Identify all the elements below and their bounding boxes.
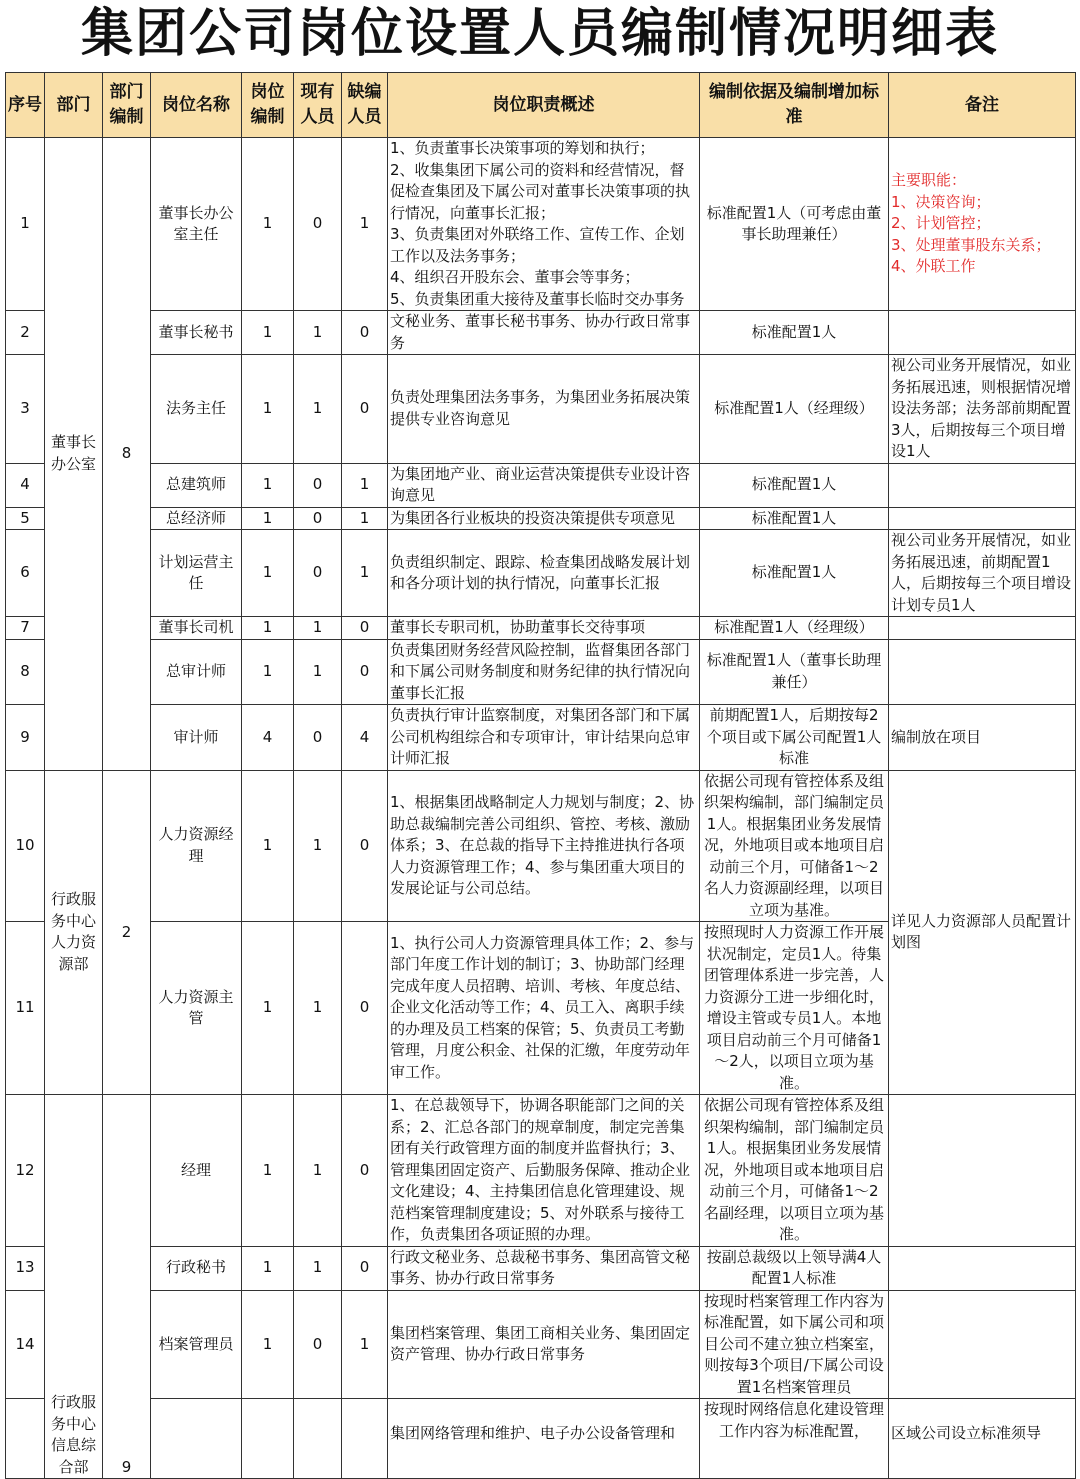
header-current: 现有人员 [294,73,342,138]
remarks-cell [889,507,1076,530]
duties-cell: 负责集团财务经营风险控制，监督集团各部门和下属公司财务制度和财务纪律的执行情况向董事长汇报 [388,639,700,705]
vacancy-cell: 0 [342,355,388,464]
table-row [6,1246,1076,1290]
duties-cell: 1、根据集团战略制定人力规划与制度；2、协助总裁编制完善公司组织、管控、考核、激励体系；3、在总裁的指导下主持推进执行各项人力资源管理工作；4、参与集团重大项目的发展论证与公司总结。 [388,770,700,922]
table-row [6,463,1076,507]
current-cell [294,1399,342,1479]
duties-cell: 董事长专职司机，协助董事长交待事项 [388,617,700,640]
remarks-cell [889,617,1076,640]
vacancy-cell: 1 [342,507,388,530]
duties-cell: 1、在总裁领导下，协调各职能部门之间的关系；2、汇总各部门的规章制度，制定完善集团有关行政管理方面的制度并监督执行；3、管理集团固定资产、后勤服务保障、推动企业文化建设；4、主持集团信息化管理建设、规范档案管理制度建设；5、对外联系与接待工作，负责集团各项证照的办理。 [388,1095,700,1247]
remarks-cell: 视公司业务开展情况，如业务拓展迅速，前期配置1人，后期按每三个项目增设计划专员1人 [889,530,1076,617]
duties-cell: 1、执行公司人力资源管理具体工作；2、参与部门年度工作计划的制订；3、协助部门经理完成年度人员招聘、培训、考核、年度总结、企业文化活动等工作；4、员工入、离职手续的办理及员工档案的保管；5、负责员工考勤管理，月度公积金、社保的汇缴，年度劳动年审工作。 [388,922,700,1095]
current-cell: 1 [294,922,342,1095]
duties-cell: 1、负责董事长决策事项的筹划和执行； 2、收集集团下属公司的资料和经营情况，督促检查集团及下属公司对董事长决策事项的执行情况，向董事长汇报； 3、负责集团对外联络工作、宣传工作、企划工作以及法务事务； 4、组织召开股东会、董事会等事务； 5、负责集团重大接待及董事长临时交办事务 [388,138,700,311]
position-cell: 经理 [151,1095,242,1247]
seq-cell: 10 [6,770,45,922]
dept-cell: 行政服务中心信息综合部 [45,1095,103,1479]
vacancy-cell: 0 [342,770,388,922]
header-row [6,73,1076,138]
seq-cell: 14 [6,1290,45,1399]
remarks-cell: 视公司业务开展情况，如业务拓展迅速，则根据情况增设法务部；法务部前期配置3人，后期按每三个项目增设1人 [889,355,1076,464]
position-cell: 审计师 [151,705,242,771]
seq-cell: 5 [6,507,45,530]
pos-quota-cell: 1 [242,1246,294,1290]
position-cell: 行政秘书 [151,1246,242,1290]
seq-cell: 12 [6,1095,45,1247]
table-row [6,138,1076,311]
remarks-cell: 详见人力资源部人员配置计划图 [889,770,1076,1095]
table-row [6,355,1076,464]
seq-cell: 11 [6,922,45,1095]
current-cell: 1 [294,639,342,705]
position-cell: 计划运营主任 [151,530,242,617]
table-row [6,639,1076,705]
basis-cell: 标准配置1人（经理级） [700,355,889,464]
pos-quota-cell: 1 [242,463,294,507]
basis-cell: 依据公司现有管控体系及组织架构编制，部门编制定员1人。根据集团业务发展情况，外地项目或本地项目启动前三个月，可储备1～2名副经理，以项目立项为基准。 [700,1095,889,1247]
header-position: 岗位名称 [151,73,242,138]
vacancy-cell: 0 [342,1246,388,1290]
pos-quota-cell: 1 [242,311,294,355]
position-cell: 人力资源主管 [151,922,242,1095]
basis-cell: 按现时档案管理工作内容为标准配置，如下属公司和项目公司不建立独立档案室，则按每3个项目/下属公司设置1名档案管理员 [700,1290,889,1399]
current-cell: 1 [294,617,342,640]
seq-cell: 13 [6,1246,45,1290]
dept-quota-cell: 2 [103,770,151,1095]
header-seq: 序号 [6,73,45,138]
duties-cell: 为集团各行业板块的投资决策提供专项意见 [388,507,700,530]
pos-quota-cell: 1 [242,138,294,311]
table-row [6,617,1076,640]
current-cell: 1 [294,355,342,464]
position-cell [151,1399,242,1479]
seq-cell: 4 [6,463,45,507]
duties-cell: 集团网络管理和维护、电子办公设备管理和 [388,1399,700,1479]
position-cell: 档案管理员 [151,1290,242,1399]
current-cell: 0 [294,138,342,311]
seq-cell: 8 [6,639,45,705]
dept-quota-cell: 8 [103,138,151,771]
pos-quota-cell: 4 [242,705,294,771]
remarks-cell: 区域公司设立标准须导 [889,1399,1076,1479]
basis-cell: 标准配置1人 [700,463,889,507]
table-row [6,770,1076,922]
position-cell: 董事长司机 [151,617,242,640]
table-row [6,311,1076,355]
pos-quota-cell [242,1399,294,1479]
seq-cell: 9 [6,705,45,771]
pos-quota-cell: 1 [242,1290,294,1399]
pos-quota-cell: 1 [242,507,294,530]
dept-quota-cell: 9 [103,1095,151,1479]
header-basis: 编制依据及编制增加标准 [700,73,889,138]
basis-cell: 按副总裁级以上领导满4人配置1人标准 [700,1246,889,1290]
header-remarks: 备注 [889,73,1076,138]
header-pos-quota: 岗位编制 [242,73,294,138]
position-cell: 总经济师 [151,507,242,530]
remarks-cell [889,1290,1076,1399]
current-cell: 1 [294,1095,342,1247]
table-row [6,1290,1076,1399]
pos-quota-cell: 1 [242,922,294,1095]
pos-quota-cell: 1 [242,639,294,705]
duties-cell: 文秘业务、董事长秘书事务、协办行政日常事务 [388,311,700,355]
remarks-cell: 主要职能： 1、决策咨询； 2、计划管控； 3、处理董事股东关系； 4、外联工作 [889,138,1076,311]
current-cell: 0 [294,530,342,617]
current-cell: 0 [294,463,342,507]
pos-quota-cell: 1 [242,1095,294,1247]
current-cell: 0 [294,1290,342,1399]
remarks-cell [889,639,1076,705]
vacancy-cell: 1 [342,463,388,507]
seq-cell: 1 [6,138,45,311]
duties-cell: 负责组织制定、跟踪、检查集团战略发展计划和各分项计划的执行情况，向董事长汇报 [388,530,700,617]
pos-quota-cell: 1 [242,355,294,464]
vacancy-cell: 0 [342,311,388,355]
basis-cell: 标准配置1人（经理级） [700,617,889,640]
position-cell: 总审计师 [151,639,242,705]
remarks-cell: 编制放在项目 [889,705,1076,771]
remarks-cell [889,1095,1076,1247]
position-cell: 董事长秘书 [151,311,242,355]
pos-quota-cell: 1 [242,770,294,922]
basis-cell: 标准配置1人（可考虑由董事长助理兼任） [700,138,889,311]
remarks-cell [889,463,1076,507]
current-cell: 1 [294,311,342,355]
duties-cell: 行政文秘业务、总裁秘书事务、集团高管文秘事务、协办行政日常事务 [388,1246,700,1290]
current-cell: 0 [294,507,342,530]
pos-quota-cell: 1 [242,530,294,617]
basis-cell: 依据公司现有管控体系及组织架构编制，部门编制定员1人。根据集团业务发展情况，外地项目或本地项目启动前三个月，可储备1～2名人力资源副经理，以项目立项为基准。 [700,770,889,922]
basis-cell: 标准配置1人（董事长助理兼任） [700,639,889,705]
header-dept-quota: 部门编制 [103,73,151,138]
vacancy-cell: 4 [342,705,388,771]
duties-cell: 为集团地产业、商业运营决策提供专业设计咨询意见 [388,463,700,507]
table-row [6,705,1076,771]
basis-cell: 前期配置1人，后期按每2个项目或下属公司配置1人标准 [700,705,889,771]
vacancy-cell [342,1399,388,1479]
vacancy-cell: 1 [342,138,388,311]
duties-cell: 负责处理集团法务事务，为集团业务拓展决策提供专业咨询意见 [388,355,700,464]
current-cell: 0 [294,705,342,771]
remarks-cell [889,311,1076,355]
basis-cell: 标准配置1人 [700,507,889,530]
seq-cell: 3 [6,355,45,464]
vacancy-cell: 0 [342,1095,388,1247]
remarks-cell [889,1246,1076,1290]
header-vacancy: 缺编人员 [342,73,388,138]
position-cell: 人力资源经理 [151,770,242,922]
dept-cell: 行政服务中心人力资源部 [45,770,103,1095]
table-row [6,507,1076,530]
header-dept: 部门 [45,73,103,138]
seq-cell: 2 [6,311,45,355]
vacancy-cell: 1 [342,1290,388,1399]
position-cell: 董事长办公室主任 [151,138,242,311]
pos-quota-cell: 1 [242,617,294,640]
current-cell: 1 [294,1246,342,1290]
dept-cell: 董事长办公室 [45,138,103,771]
basis-cell: 按照现时人力资源工作开展状况制定，定员1人。待集团管理体系进一步完善，人力资源分工进一步细化时，增设主管或专员1人。本地项目启动前三个月可储备1～2人，以项目立项为基准。 [700,922,889,1095]
vacancy-cell: 0 [342,922,388,1095]
seq-cell: 6 [6,530,45,617]
position-cell: 法务主任 [151,355,242,464]
table-row [6,530,1076,617]
current-cell: 1 [294,770,342,922]
vacancy-cell: 0 [342,617,388,640]
seq-cell [6,1399,45,1479]
header-duties: 岗位职责概述 [388,73,700,138]
table-row [6,1399,1076,1479]
duties-cell: 负责执行审计监察制度，对集团各部门和下属公司机构组综合和专项审计，审计结果向总审计师汇报 [388,705,700,771]
staffing-table [5,72,1076,1479]
position-cell: 总建筑师 [151,463,242,507]
basis-cell: 按现时网络信息化建设管理工作内容为标准配置， [700,1399,889,1479]
page-title: 集团公司岗位设置人员编制情况明细表 [80,4,999,64]
seq-cell: 7 [6,617,45,640]
vacancy-cell: 0 [342,639,388,705]
vacancy-cell: 1 [342,530,388,617]
basis-cell: 标准配置1人 [700,311,889,355]
duties-cell: 集团档案管理、集团工商相关业务、集团固定资产管理、协办行政日常事务 [388,1290,700,1399]
basis-cell: 标准配置1人 [700,530,889,617]
table-row [6,1095,1076,1247]
